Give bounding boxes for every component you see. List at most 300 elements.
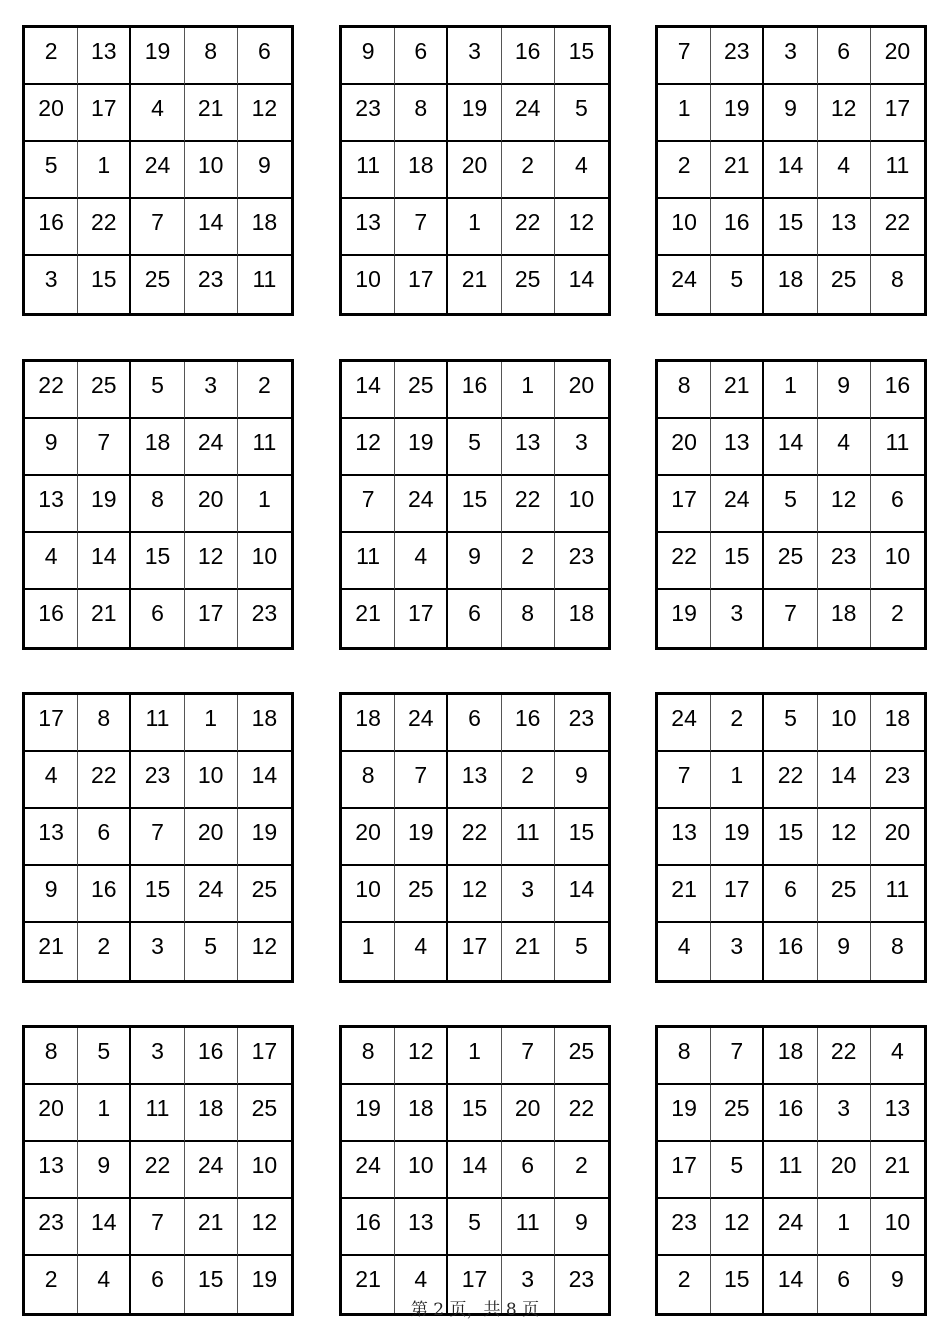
grid-cell: 12	[342, 419, 395, 476]
grid-cell: 21	[448, 256, 501, 313]
grid-cell: 7	[131, 199, 184, 256]
grid-cell: 21	[342, 590, 395, 647]
grid-cell: 8	[342, 1028, 395, 1085]
grid-cell: 18	[764, 1028, 817, 1085]
grid-cell: 6	[764, 866, 817, 923]
grid-cell: 3	[555, 419, 608, 476]
grid-cell: 13	[78, 28, 131, 85]
grid-cell: 25	[395, 866, 448, 923]
grid-cell: 1	[185, 695, 238, 752]
grid-cell: 22	[131, 1142, 184, 1199]
grid-cell: 23	[711, 28, 764, 85]
grid-cell: 24	[185, 419, 238, 476]
grid-cell: 18	[568, 600, 595, 626]
grid-cell: 22	[764, 752, 817, 809]
grid-cell: 10	[871, 1199, 924, 1256]
grid-cell: 17	[658, 1142, 711, 1199]
grid-cell: 17	[78, 85, 131, 142]
grid-cell: 11	[502, 1199, 555, 1256]
grid-cell: 11	[342, 142, 395, 199]
grid-cell: 6	[871, 476, 924, 533]
grid-cell: 16	[871, 362, 924, 419]
grid-cell: 7	[395, 752, 448, 809]
grid-cell: 6	[78, 809, 131, 866]
grid-cell: 1	[78, 1085, 131, 1142]
grid-cell: 4	[25, 533, 78, 590]
grid-cell: 17	[448, 1256, 501, 1313]
grid-cell: 24	[185, 866, 238, 923]
grid-cell: 19	[448, 85, 501, 142]
grid-cell: 1	[342, 923, 395, 980]
grid-cell: 1	[711, 752, 764, 809]
grid-cell: 20	[185, 476, 238, 533]
grid-cell: 24	[658, 256, 711, 313]
grid-cell: 20	[25, 85, 78, 142]
grid-cell: 13	[25, 476, 78, 533]
grid-cell: 7	[502, 1028, 555, 1085]
grid-cell: 7	[764, 590, 817, 647]
grid-cell: 9	[342, 28, 395, 85]
grid-cell: 23	[131, 752, 184, 809]
grid-cell: 12	[818, 85, 871, 142]
grid-cell: 25	[238, 866, 291, 923]
grid-cell: 8	[658, 362, 711, 419]
grid-cell: 17	[658, 476, 711, 533]
grid-cell: 20	[448, 142, 501, 199]
grid-cell: 6	[502, 1142, 555, 1199]
grid-cell: 21	[78, 590, 131, 647]
grid-cell: 4	[395, 533, 448, 590]
number-grid-10	[22, 1025, 294, 1316]
grid-cell: 15	[131, 533, 184, 590]
grid-cell: 6	[818, 1256, 871, 1313]
grid-cell: 8	[131, 476, 184, 533]
grid-cell: 3	[818, 1085, 871, 1142]
grid-cell: 5	[131, 362, 184, 419]
grid-cell: 7	[658, 28, 711, 85]
grid-cell: 1	[764, 362, 817, 419]
grid-cell: 19	[238, 809, 291, 866]
number-grid-2	[339, 25, 611, 316]
grid-cell: 11	[764, 1142, 817, 1199]
grid-cell: 12	[448, 866, 501, 923]
grid-cell: 13	[818, 199, 871, 256]
grid-cell: 24	[658, 695, 711, 752]
grid-cell: 22	[871, 199, 924, 256]
grid-cell: 16	[78, 866, 131, 923]
grid-cell: 18	[238, 199, 291, 256]
grid-cell: 2	[658, 142, 711, 199]
grid-cell: 17	[185, 590, 238, 647]
grid-cell: 15	[448, 1085, 501, 1142]
grid-cell: 4	[25, 752, 78, 809]
grid-cell: 10	[818, 695, 871, 752]
grid-cell: 14	[78, 533, 131, 590]
grid-cell: 12	[238, 85, 291, 142]
grid-cell: 20	[658, 419, 711, 476]
grid-cell: 10	[342, 256, 395, 313]
grid-cell: 10	[185, 142, 238, 199]
grid-cell: 15	[764, 199, 817, 256]
grid-cell: 12	[555, 199, 608, 256]
grid-cell: 13	[25, 1142, 78, 1199]
grid-cell: 21	[711, 142, 764, 199]
grid-cell: 22	[555, 1085, 608, 1142]
grid-cell: 4	[131, 85, 184, 142]
grid-cell: 6	[238, 28, 291, 85]
grid-cell: 6	[448, 695, 501, 752]
grid-cell: 13	[658, 809, 711, 866]
grid-cell: 19	[131, 28, 184, 85]
grid-cell: 17	[395, 590, 448, 647]
grid-cell: 21	[658, 866, 711, 923]
grid-cell: 17	[395, 256, 448, 313]
grid-cell: 21	[25, 923, 78, 980]
grid-cell: 21	[342, 1256, 395, 1313]
grid-cell: 25	[395, 362, 448, 419]
grid-cell: 19	[711, 85, 764, 142]
grid-cell: 13	[395, 1199, 448, 1256]
grid-cell: 14	[764, 1256, 817, 1313]
grid-cell: 1	[448, 1028, 501, 1085]
grid-cell: 24	[395, 695, 448, 752]
grid-cell: 25	[502, 256, 555, 313]
grid-cell: 25	[555, 1028, 608, 1085]
grid-cell: 18	[818, 590, 871, 647]
grid-cell: 12	[395, 1028, 448, 1085]
grid-cell: 25	[78, 362, 131, 419]
grid-cell: 3	[764, 28, 817, 85]
grid-cell: 24	[342, 1142, 395, 1199]
grid-cell: 10	[555, 476, 608, 533]
grid-cell: 23	[555, 695, 608, 752]
grid-cell: 21	[185, 85, 238, 142]
grid-cell: 20	[818, 1142, 871, 1199]
grid-cell: 9	[555, 752, 608, 809]
grid-cell: 17	[448, 923, 501, 980]
grid-cell: 14	[78, 1199, 131, 1256]
number-grid-5	[339, 359, 611, 650]
grid-cell: 1	[448, 199, 501, 256]
grid-cell: 9	[25, 419, 78, 476]
grid-cell: 4	[818, 419, 871, 476]
grid-cell: 10	[658, 199, 711, 256]
grid-cell: 25	[711, 1085, 764, 1142]
grid-cell: 6	[448, 590, 501, 647]
grid-cell: 9	[555, 1199, 608, 1256]
grid-cell: 7	[78, 419, 131, 476]
grid-cell: 11	[871, 866, 924, 923]
grid-cell: 2	[502, 533, 555, 590]
grid-cell: 18	[395, 142, 448, 199]
grid-cell: 13	[502, 419, 555, 476]
grid-cell: 16	[25, 590, 78, 647]
grid-cell: 18	[131, 419, 184, 476]
grid-cell: 16	[185, 1028, 238, 1085]
grid-cell: 1	[238, 476, 291, 533]
grid-cell: 22	[78, 199, 131, 256]
grid-cell: 14	[448, 1142, 501, 1199]
grid-cell: 12	[818, 476, 871, 533]
grid-cell: 12	[251, 933, 278, 959]
grid-cell: 2	[502, 142, 555, 199]
grid-cell: 12	[711, 1199, 764, 1256]
grid-cell: 23	[568, 1266, 595, 1292]
grid-cell: 1	[818, 1199, 871, 1256]
grid-cell: 24	[711, 476, 764, 533]
grid-cell: 6	[818, 28, 871, 85]
grid-cell: 13	[342, 199, 395, 256]
grid-cell: 3	[502, 866, 555, 923]
number-grid-4	[22, 359, 294, 650]
grid-cell: 14	[764, 419, 817, 476]
grid-cell: 14	[342, 362, 395, 419]
grid-cell: 7	[658, 752, 711, 809]
grid-cell: 3	[711, 590, 764, 647]
grid-cell: 8	[78, 695, 131, 752]
grid-cell: 5	[711, 256, 764, 313]
grid-cell: 19	[342, 1085, 395, 1142]
grid-cell: 3	[502, 1256, 555, 1313]
grid-cell: 2	[891, 600, 904, 626]
grid-cell: 14	[818, 752, 871, 809]
grid-cell: 16	[711, 199, 764, 256]
grid-cell: 21	[502, 923, 555, 980]
grid-cell: 12	[238, 1199, 291, 1256]
grid-cell: 2	[711, 695, 764, 752]
grid-cell: 3	[711, 923, 764, 980]
grid-cell: 24	[395, 476, 448, 533]
grid-cell: 16	[448, 362, 501, 419]
grid-cell: 20	[342, 809, 395, 866]
grid-cell: 21	[185, 1199, 238, 1256]
grid-cell: 22	[502, 199, 555, 256]
grid-cell: 23	[342, 85, 395, 142]
grid-cell: 6	[395, 28, 448, 85]
grid-cell: 3	[25, 256, 78, 313]
grid-cell: 8	[891, 933, 904, 959]
grid-cell: 15	[555, 28, 608, 85]
grid-cell: 10	[238, 533, 291, 590]
grid-cell: 15	[448, 476, 501, 533]
grid-cell: 1	[502, 362, 555, 419]
grid-cell: 23	[185, 256, 238, 313]
grid-cell: 11	[871, 419, 924, 476]
grid-cell: 8	[342, 752, 395, 809]
grid-cell: 24	[131, 142, 184, 199]
grid-cell: 15	[555, 809, 608, 866]
grid-cell: 23	[555, 533, 608, 590]
grid-cell: 24	[502, 85, 555, 142]
grid-cell: 17	[711, 866, 764, 923]
grid-cell: 22	[502, 476, 555, 533]
grid-cell: 10	[238, 1142, 291, 1199]
grid-cell: 8	[395, 85, 448, 142]
grid-cell: 7	[342, 476, 395, 533]
grid-cell: 5	[448, 1199, 501, 1256]
number-grid-8	[339, 692, 611, 983]
grid-cell: 25	[131, 256, 184, 313]
grid-cell: 18	[342, 695, 395, 752]
grid-cell: 23	[251, 600, 278, 626]
grid-cell: 17	[871, 85, 924, 142]
grid-cell: 15	[185, 1256, 238, 1313]
page-footer: 第 2 页，共 8 页	[410, 1300, 540, 1320]
grid-cell: 14	[555, 866, 608, 923]
grid-cell: 19	[711, 809, 764, 866]
grid-cell: 11	[871, 142, 924, 199]
grid-cell: 3	[448, 28, 501, 85]
grid-cell: 1	[78, 142, 131, 199]
number-grid-3	[655, 25, 927, 316]
grid-cell: 4	[395, 1256, 448, 1313]
grid-cell: 16	[764, 923, 817, 980]
grid-cell: 18	[871, 695, 924, 752]
grid-cell: 20	[25, 1085, 78, 1142]
grid-cell: 2	[658, 1256, 711, 1313]
grid-cell: 9	[891, 1266, 904, 1292]
grid-cell: 22	[448, 809, 501, 866]
grid-cell: 22	[78, 752, 131, 809]
grid-cell: 2	[238, 362, 291, 419]
grid-cell: 6	[131, 590, 184, 647]
grid-cell: 16	[342, 1199, 395, 1256]
grid-cell: 2	[25, 28, 78, 85]
grid-cell: 18	[185, 1085, 238, 1142]
grid-cell: 20	[871, 809, 924, 866]
grid-cell: 23	[658, 1199, 711, 1256]
grid-cell: 16	[502, 28, 555, 85]
grid-cell: 12	[185, 533, 238, 590]
grid-cell: 1	[658, 85, 711, 142]
grid-cell: 14	[764, 142, 817, 199]
grid-cell: 8	[502, 590, 555, 647]
grid-cell: 12	[818, 809, 871, 866]
grid-cell: 11	[342, 533, 395, 590]
grid-cell: 10	[185, 752, 238, 809]
grid-cell: 9	[238, 142, 291, 199]
grid-cell: 13	[871, 1085, 924, 1142]
number-grid-12	[655, 1025, 927, 1316]
grid-cell: 19	[395, 419, 448, 476]
grid-cell: 19	[658, 1085, 711, 1142]
grid-cell: 5	[448, 419, 501, 476]
grid-cell: 2	[555, 1142, 608, 1199]
grid-cell: 23	[818, 533, 871, 590]
grid-cell: 6	[131, 1256, 184, 1313]
grid-cell: 10	[395, 1142, 448, 1199]
grid-cell: 9	[818, 923, 871, 980]
grid-cell: 9	[818, 362, 871, 419]
grid-cell: 20	[185, 809, 238, 866]
grid-cell: 16	[25, 199, 78, 256]
number-grid-9	[655, 692, 927, 983]
grid-cell: 15	[711, 533, 764, 590]
grid-cell: 9	[448, 533, 501, 590]
grid-cell: 15	[764, 809, 817, 866]
grid-cell: 18	[395, 1085, 448, 1142]
grid-cell: 21	[711, 362, 764, 419]
grid-cell: 25	[818, 256, 871, 313]
grid-cell: 2	[25, 1256, 78, 1313]
grid-cell: 11	[238, 419, 291, 476]
grid-cell: 8	[891, 266, 904, 292]
grid-cell: 7	[395, 199, 448, 256]
grid-cell: 4	[555, 142, 608, 199]
number-grid-7	[22, 692, 294, 983]
grid-cell: 19	[78, 476, 131, 533]
grid-cell: 5	[78, 1028, 131, 1085]
grid-cell: 4	[78, 1256, 131, 1313]
grid-cell: 8	[185, 28, 238, 85]
grid-cell: 17	[238, 1028, 291, 1085]
grid-cell: 8	[25, 1028, 78, 1085]
number-grid-1	[22, 25, 294, 316]
grid-cell: 18	[238, 695, 291, 752]
grid-cell: 19	[658, 590, 711, 647]
grid-cell: 4	[658, 923, 711, 980]
grid-cell: 24	[185, 1142, 238, 1199]
grid-cell: 16	[764, 1085, 817, 1142]
grid-cell: 8	[658, 1028, 711, 1085]
grid-cell: 23	[871, 752, 924, 809]
grid-cell: 5	[25, 142, 78, 199]
number-grid-11	[339, 1025, 611, 1316]
grid-cell: 4	[871, 1028, 924, 1085]
grid-cell: 21	[871, 1142, 924, 1199]
grid-cell: 15	[131, 866, 184, 923]
grid-cell: 5	[711, 1142, 764, 1199]
grid-cell: 20	[871, 28, 924, 85]
grid-cell: 13	[25, 809, 78, 866]
grid-cell: 5	[555, 85, 608, 142]
grid-cell: 23	[25, 1199, 78, 1256]
grid-cell: 22	[818, 1028, 871, 1085]
grid-cell: 5	[575, 933, 588, 959]
grid-cell: 15	[78, 256, 131, 313]
grid-cell: 14	[568, 266, 595, 292]
grid-cell: 25	[818, 866, 871, 923]
grid-cell: 20	[502, 1085, 555, 1142]
grid-cell: 22	[25, 362, 78, 419]
grid-cell: 4	[818, 142, 871, 199]
grid-cell: 13	[711, 419, 764, 476]
grid-cell: 3	[185, 362, 238, 419]
grid-cell: 25	[764, 533, 817, 590]
grid-cell: 9	[78, 1142, 131, 1199]
grid-cell: 3	[131, 923, 184, 980]
grid-cell: 11	[131, 695, 184, 752]
grid-cell: 2	[502, 752, 555, 809]
grid-cell: 18	[764, 256, 817, 313]
grid-cell: 22	[658, 533, 711, 590]
grid-cell: 5	[185, 923, 238, 980]
grid-cell: 9	[25, 866, 78, 923]
grid-cell: 3	[131, 1028, 184, 1085]
grid-cell: 10	[871, 533, 924, 590]
grid-cell: 7	[711, 1028, 764, 1085]
grid-cell: 9	[764, 85, 817, 142]
grid-cell: 13	[448, 752, 501, 809]
grid-cell: 16	[502, 695, 555, 752]
grid-cell: 20	[555, 362, 608, 419]
grid-cell: 17	[25, 695, 78, 752]
grid-cell: 11	[502, 809, 555, 866]
grid-cell: 5	[764, 476, 817, 533]
grid-cell: 7	[131, 809, 184, 866]
grid-cell: 2	[78, 923, 131, 980]
grid-cell: 11	[252, 266, 277, 292]
